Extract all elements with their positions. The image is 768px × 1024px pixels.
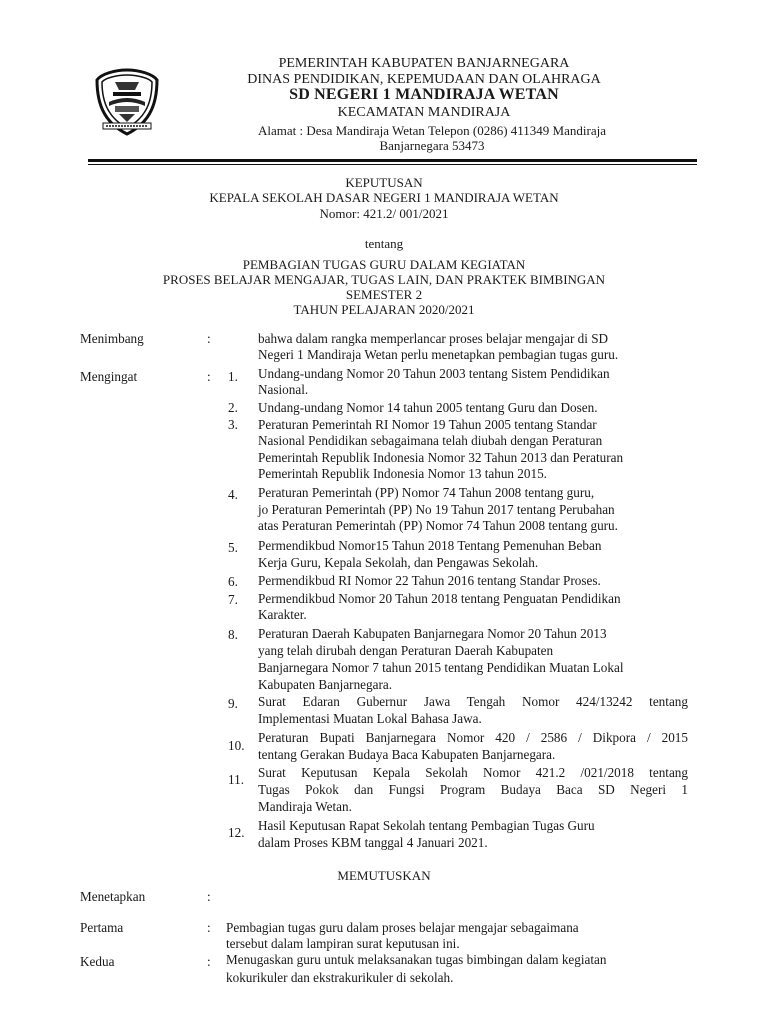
list-item-line: Permendikbud Nomor 20 Tahun 2018 tentang Penguatan Pendidikan: [258, 591, 621, 606]
header-department: DINAS PENDIDIKAN, KEPEMUDAAN DAN OLAHRAGA: [247, 72, 601, 87]
header-divider-thick: [88, 159, 697, 162]
header-government: PEMERINTAH KABUPATEN BANJARNEGARA: [278, 56, 570, 71]
menetapkan-colon: :: [207, 889, 211, 904]
list-item-line: atas Peraturan Pemerintah (PP) Nomor 74 Tahun 2008 tentang guru.: [258, 518, 618, 533]
header-district: KECAMATAN MANDIRAJA: [337, 105, 511, 120]
header-divider-thin: [88, 164, 697, 165]
list-item-line: Undang-undang Nomor 20 Tahun 2003 tentang Sistem Pendidikan: [258, 366, 610, 381]
pertama-colon: :: [207, 920, 211, 935]
kedua-label: Kedua: [80, 954, 115, 969]
list-item-line: Implementasi Muatan Lokal Bahasa Jawa.: [258, 711, 482, 726]
list-item-line: Undang-undang Nomor 14 tahun 2005 tentang Guru dan Dosen.: [258, 400, 598, 415]
mengingat-label: Mengingat: [80, 369, 138, 384]
list-item-number: 8.: [228, 627, 238, 642]
list-item-line: Nasional.: [258, 382, 309, 397]
decree-number: Nomor: 421.2/ 001/2021: [319, 206, 449, 221]
list-item-line: Peraturan Pemerintah (PP) Nomor 74 Tahun 2008 tentang guru,: [258, 485, 595, 500]
list-item-line: Peraturan Daerah Kabupaten Banjarnegara Nomor 20 Tahun 2013: [258, 626, 607, 641]
list-item-line: Surat Edaran Gubernur Jawa Tengah Nomor 424/13242 tentang: [258, 694, 688, 709]
kedua-text-line: Menugaskan guru untuk melaksanakan tugas bimbingan dalam kegiatan: [226, 952, 607, 967]
menimbang-label: Menimbang: [80, 331, 144, 346]
decree-about: tentang: [364, 236, 404, 251]
list-item-number: 9.: [228, 696, 238, 711]
list-item-line: Kabupaten Banjarnegara.: [258, 677, 393, 692]
list-item-line: Pemerintah Republik Indonesia Nomor 13 tahun 2015.: [258, 466, 547, 481]
list-item-number: 5.: [228, 540, 238, 555]
menimbang-text-line: Negeri 1 Mandiraja Wetan perlu menetapkan pembagian tugas guru.: [258, 347, 619, 362]
header-address-line2: Banjarnegara 53473: [379, 138, 485, 153]
header-school-name: SD NEGERI 1 MANDIRAJA WETAN: [289, 86, 559, 103]
list-item-line: Permendikbud Nomor15 Tahun 2018 Tentang Pemenuhan Beban: [258, 538, 602, 553]
menimbang-text-line: bahwa dalam rangka memperlancar proses belajar mengajar di SD: [258, 331, 609, 346]
list-item-line: Kerja Guru, Kepala Sekolah, dan Pengawas Sekolah.: [258, 555, 539, 570]
list-item-line: Banjarnegara Nomor 7 tahun 2015 tentang Pendidikan Muatan Lokal: [258, 660, 624, 675]
list-item-line: Karakter.: [258, 607, 307, 622]
list-item-line: Nasional Pendidikan sebagaimana telah diubah dengan Peraturan: [258, 433, 603, 448]
decree-subject-line3: SEMESTER 2: [345, 287, 423, 302]
list-item-line: Surat Keputusan Kepala Sekolah Nomor 421.2 /021/2018 tentang: [258, 765, 688, 780]
list-item-line: Pemerintah Republik Indonesia Nomor 32 Tahun 2013 dan Peraturan: [258, 450, 624, 465]
decree-issuer: KEPALA SEKOLAH DASAR NEGERI 1 MANDIRAJA WETAN: [209, 190, 559, 205]
list-item-line: Tugas Pokok dan Fungsi Program Budaya Baca SD Negeri 1: [258, 782, 688, 797]
list-item-line: dalam Proses KBM tanggal 4 Januari 2021.: [258, 835, 488, 850]
kedua-colon: :: [207, 954, 211, 969]
list-item-number: 11.: [228, 772, 244, 787]
decree-subject-line4: TAHUN PELAJARAN 2020/2021: [293, 302, 475, 317]
decree-subject-line1: PEMBAGIAN TUGAS GURU DALAM KEGIATAN: [242, 257, 526, 272]
memutuskan-heading: MEMUTUSKAN: [337, 868, 431, 883]
list-item-line: Peraturan Pemerintah RI Nomor 19 Tahun 2005 tentang Standar: [258, 417, 597, 432]
list-item-number: 12.: [228, 825, 245, 840]
list-item-line: yang telah dirubah dengan Peraturan Daerah Kabupaten: [258, 643, 554, 658]
list-item-number: 4.: [228, 487, 238, 502]
list-item-number: 6.: [228, 574, 238, 589]
list-item-number: 10.: [228, 738, 245, 753]
list-item-number: 1.: [228, 369, 238, 384]
list-item-number: 7.: [228, 592, 238, 607]
pertama-label: Pertama: [80, 920, 124, 935]
menetapkan-label: Menetapkan: [80, 889, 146, 904]
kedua-text-line: kokurikuler dan ekstrakurikuler di sekolah.: [226, 970, 454, 985]
mengingat-colon: :: [207, 369, 211, 384]
menimbang-colon: :: [207, 331, 211, 346]
list-item-number: 2.: [228, 400, 238, 415]
header-address-line1: Alamat : Desa Mandiraja Wetan Telepon (0286) 411349 Mandiraja: [258, 123, 606, 138]
list-item-line: jo Peraturan Pemerintah (PP) No 19 Tahun 2017 tentang Perubahan: [258, 502, 615, 517]
pertama-text-line: Pembagian tugas guru dalam proses belajar mengajar sebagaimana: [226, 920, 579, 935]
list-item-number: 3.: [228, 417, 238, 432]
list-item-line: Hasil Keputusan Rapat Sekolah tentang Pembagian Tugas Guru: [258, 818, 595, 833]
decree-title: KEPUTUSAN: [345, 175, 423, 190]
pertama-text-line: tersebut dalam lampiran surat keputusan ini.: [226, 936, 460, 951]
list-item-line: Mandiraja Wetan.: [258, 799, 352, 814]
list-item-line: Permendikbud RI Nomor 22 Tahun 2016 tentang Standar Proses.: [258, 573, 601, 588]
decree-subject-line2: PROSES BELAJAR MENGAJAR, TUGAS LAIN, DAN PRAKTEK BIMBINGAN: [162, 272, 606, 287]
list-item-line: Peraturan Bupati Banjarnegara Nomor 420 / 2586 / Dikpora / 2015: [258, 730, 688, 745]
list-item-line: tentang Gerakan Budaya Baca Kabupaten Banjarnegara.: [258, 747, 556, 762]
